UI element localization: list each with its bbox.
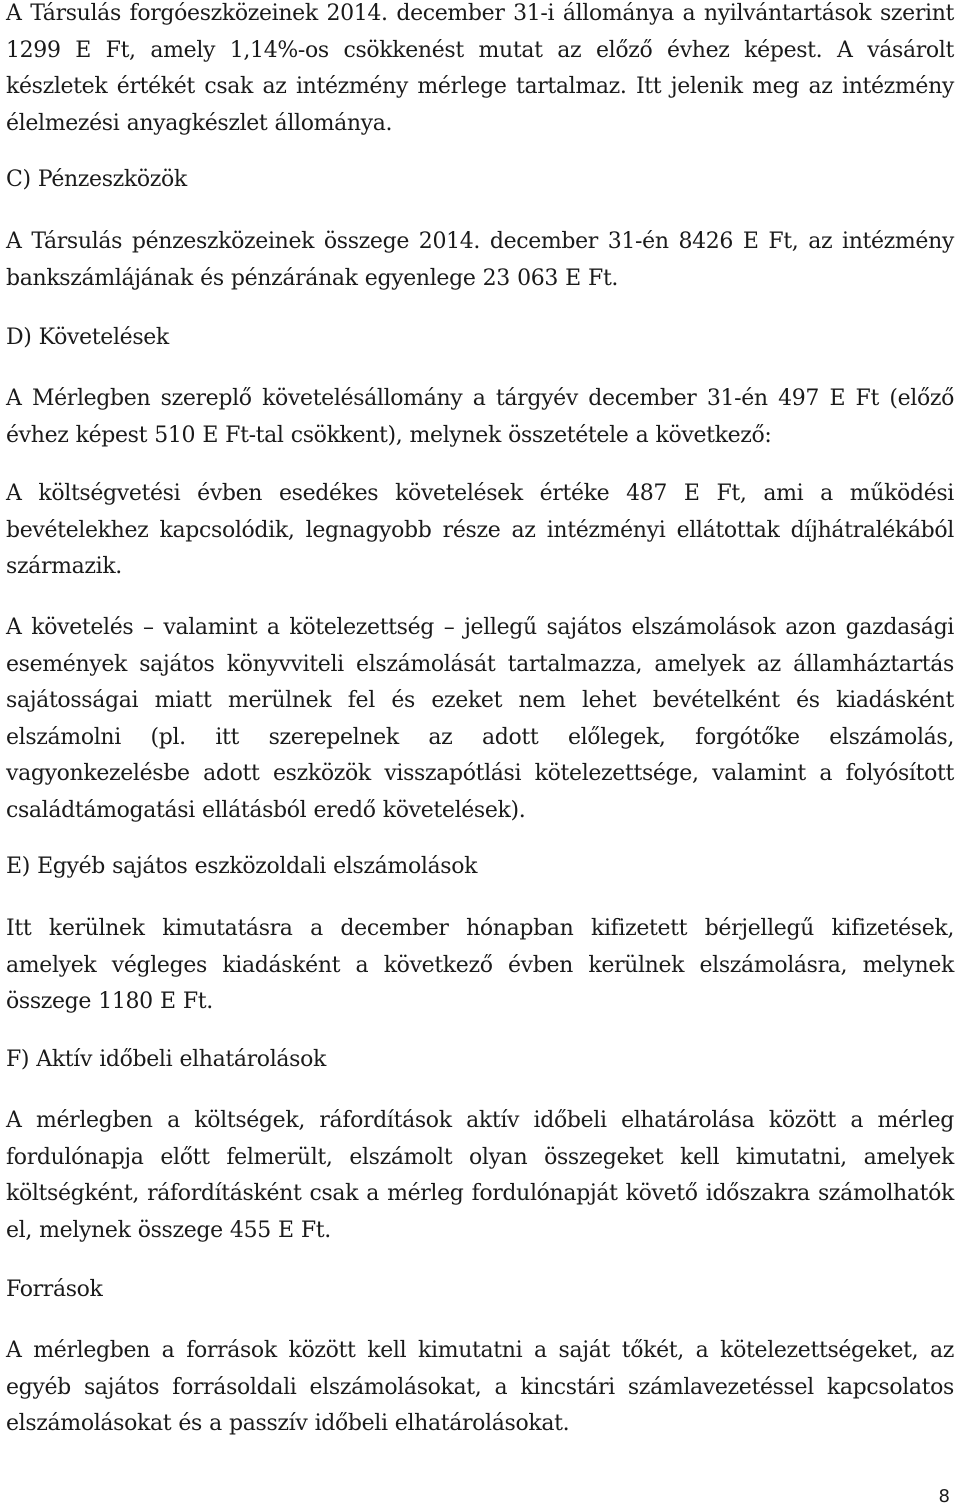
heading-forrasok: Források [6, 1277, 103, 1302]
paragraph-sajatos-elszamolasok: A követelés – valamint a kötelezettség – jellegű sajátos elszámolások azon gazdasági események sajátos könyvviteli elszámolását tartalmazza, amelyek az államháztartás sajátosságai miatt merülnek fel és ezeket nem lehet bevételként és kiadásként elszámolni (pl. itt szerepelnek az adott előlegek, forgótőke elszámolás, vagyonkezelésbe adott eszközök visszapótlási kötelezettsége, valamint a folyósított családtámogatási ellátásból eredő követelések). [6, 615, 954, 823]
paragraph-koltsegvetesi-kovetelesek: A költségvetési évben esedékes követelések értéke 487 E Ft, ami a működési bevételekhez kapcsolódik, legnagyobb része az intézményi ellátottak díjhátralékából származik. [6, 481, 954, 579]
heading-kovetelesek: D) Követelések [6, 325, 169, 350]
heading-penzeszkozok: C) Pénzeszközök [6, 167, 187, 192]
paragraph-aktiv-idobeli-elhatarolasok: A mérlegben a költségek, ráfordítások aktív időbeli elhatárolása között a mérleg fordulónapja előtt felmerült, elszámolt olyan összegeket kell kimutatni, amelyek költségként, ráfordításként csak a mérleg fordulónapját követő időszakra számolhatók el, melynek összege 455 E Ft. [6, 1108, 954, 1243]
paragraph-forrasok: A mérlegben a források között kell kimutatni a saját tőkét, a kötelezettségeket, az egyéb sajátos forrásoldali elszámolásokat, a kincstári számlavezetéssel kapcsolatos elszámolásokat és a passzív időbeli elhatárolásokat. [6, 1338, 954, 1436]
paragraph-kovetelesallomany: A Mérlegben szereplő követelésállomány a tárgyév december 31-én 497 E Ft (előző évhez képest 510 E Ft-tal csökkent), melynek összetétele a következő: [6, 386, 954, 448]
paragraph-forgoeszkozok: A Társulás forgóeszközeinek 2014. december 31-i állománya a nyilvántartások szerint 1299 E Ft, amely 1,14%-os csökkenést mutat az előző évhez képest. A vásárolt készletek értékét csak az intézmény mérlege tartalmaz. Itt jelenik meg az intézmény élelmezési anyagkészlet állománya. [6, 1, 954, 136]
heading-aktiv-idobeli-elhatarolasok: F) Aktív időbeli elhatárolások [6, 1047, 326, 1072]
paragraph-penzeszkozok: A Társulás pénzeszközeinek összege 2014. december 31-én 8426 E Ft, az intézmény bankszámlájának és pénzárának egyenlege 23 063 E Ft. [6, 229, 954, 291]
heading-egyeb-sajatos-elszamolasok: E) Egyéb sajátos eszközoldali elszámolások [6, 854, 478, 879]
page-number: 8 [938, 1486, 950, 1507]
paragraph-berjellegu-kifizetesek: Itt kerülnek kimutatásra a december hónapban kifizetett bérjellegű kifizetések, amelyek végleges kiadásként a következő évben kerülnek elszámolásra, melynek összege 1180 E Ft. [6, 916, 954, 1014]
